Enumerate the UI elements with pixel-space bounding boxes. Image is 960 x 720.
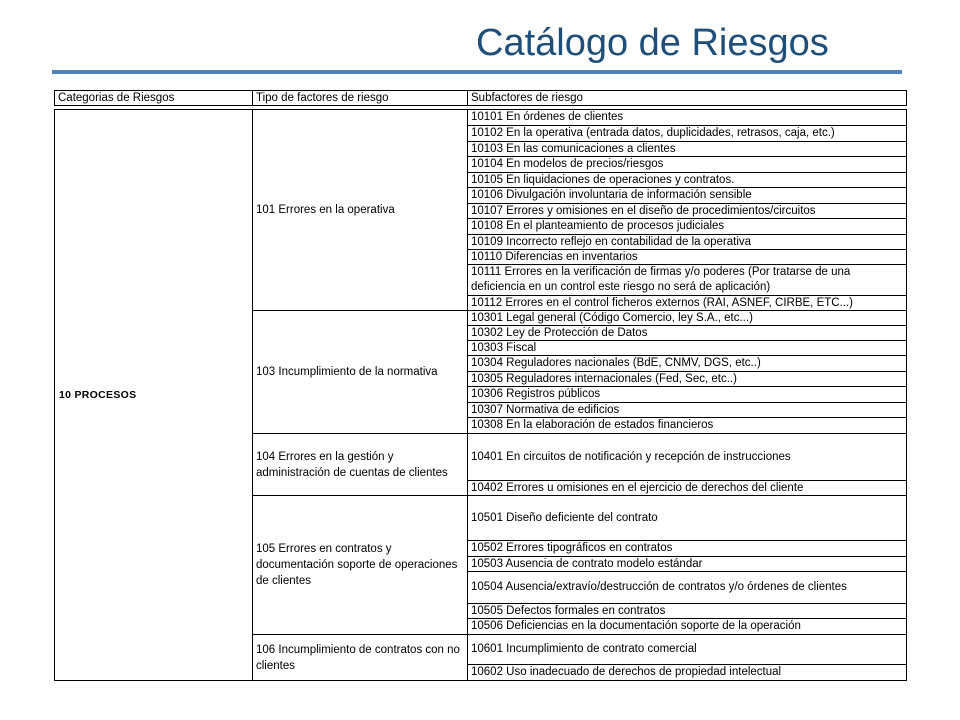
factor-type-cell: 105 Errores en contratos y documentación soporte de operaciones de clientes [252,495,468,635]
category-cell: 10 PROCESOS [54,109,253,681]
subfactor-cell: 10308 En la elaboración de estados financieros [467,417,907,434]
subfactor-cell: 10103 En las comunicaciones a clientes [467,141,907,157]
column-header-subfactors: Subfactores de riesgo [467,90,907,106]
subfactor-cell: 10501 Diseño deficiente del contrato [467,495,907,541]
subfactor-cell: 10107 Errores y omisiones en el diseño de procedimientos/circuitos [467,203,907,219]
column-header-factor-types: Tipo de factores de riesgo [252,90,468,106]
factor-type-cell: 103 Incumplimiento de la normativa [252,310,468,434]
subfactor-cell: 10104 En modelos de precios/riesgos [467,156,907,173]
subfactor-cell: 10502 Errores tipográficos en contratos [467,540,907,557]
subfactor-cell: 10112 Errores en el control ficheros externos (RAI, ASNEF, CIRBE, ETC...) [467,295,907,311]
factor-type-cell: 104 Errores en la gestión y administración de cuentas de clientes [252,433,468,496]
column-header-categories: Categorias de Riesgos [54,90,253,106]
subfactor-cell: 10102 En la operativa (entrada datos, duplicidades, retrasos, caja, etc.) [467,125,907,142]
subfactor-cell: 10402 Errores u omisiones en el ejercicio de derechos del cliente [467,480,907,496]
subfactor-cell: 10602 Uso inadecuado de derechos de propiedad intelectual [467,664,907,681]
subfactor-cell: 10505 Defectos formales en contratos [467,603,907,619]
subfactor-cell: 10106 Divulgación involuntaria de información sensible [467,187,907,204]
subfactor-cell: 10302 Ley de Protección de Datos [467,325,907,341]
subfactor-cell: 10503 Ausencia de contrato modelo estándar [467,556,907,572]
subfactor-cell: 10504 Ausencia/extravío/destrucción de contratos y/o órdenes de clientes [467,571,907,604]
subfactor-cell: 10108 En el planteamiento de procesos judiciales [467,218,907,235]
slide-title: Catálogo de Riesgos [476,22,829,64]
subfactor-cell: 10601 Incumplimiento de contrato comercial [467,634,907,665]
subfactor-cell: 10303 Fiscal [467,340,907,356]
title-underline [52,70,902,74]
subfactor-cell: 10110 Diferencias en inventarios [467,249,907,265]
subfactor-cell: 10304 Reguladores nacionales (BdE, CNMV, DGS, etc..) [467,355,907,372]
subfactor-cell: 10111 Errores en la verificación de firmas y/o poderes (Por tratarse de una deficiencia en un control este riesgo no será de aplicación) [467,264,907,296]
subfactor-cell: 10301 Legal general (Código Comercio, ley S.A., etc...) [467,310,907,326]
factor-type-cell: 101 Errores en la operativa [252,109,468,311]
subfactor-cell: 10506 Deficiencias en la documentación soporte de la operación [467,618,907,635]
subfactor-cell: 10109 Incorrecto reflejo en contabilidad de la operativa [467,234,907,250]
factor-type-cell: 106 Incumplimiento de contratos con no clientes [252,634,468,681]
subfactor-cell: 10305 Reguladores internacionales (Fed, Sec, etc..) [467,371,907,387]
subfactor-cell: 10105 En liquidaciones de operaciones y contratos. [467,172,907,188]
subfactor-cell: 10306 Registros públicos [467,386,907,403]
subfactor-cell: 10307 Normativa de edificios [467,402,907,418]
subfactor-cell: 10401 En circuitos de notificación y recepción de instrucciones [467,433,907,481]
subfactor-cell: 10101 En órdenes de clientes [467,109,907,126]
